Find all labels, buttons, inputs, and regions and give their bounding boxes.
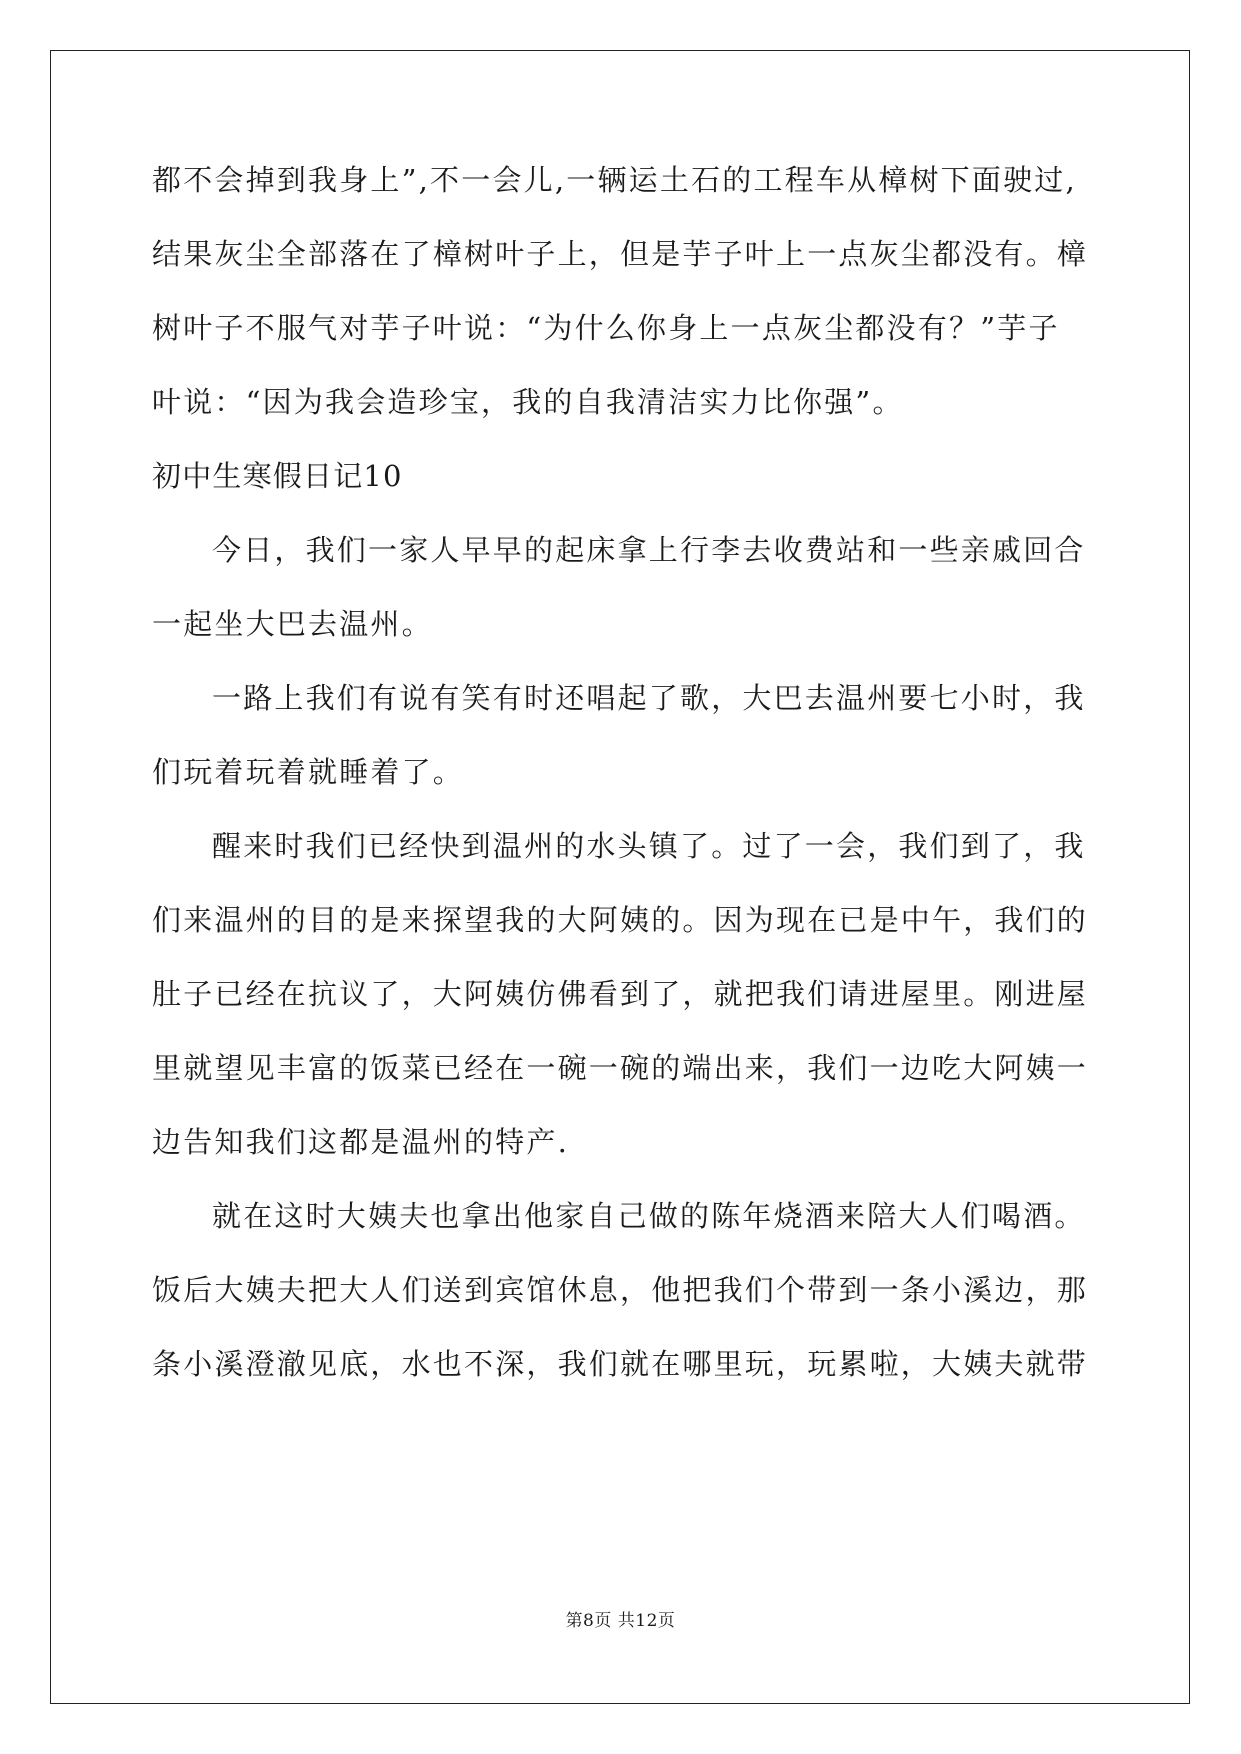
section-heading: 初中生寒假日记10: [152, 459, 403, 493]
paragraph-first-line: 醒来时我们已经快到温州的水头镇了。过了一会，我们到了，我: [212, 829, 1086, 863]
page-border: [50, 50, 1190, 1704]
text-line: 树叶子不服气对芋子叶说：“为什么你身上一点灰尘都没有？”芋子: [152, 311, 1060, 345]
text-line: 肚子已经在抗议了，大阿姨仿佛看到了，就把我们请进屋里。刚进屋: [152, 977, 1089, 1011]
text-line: 都不会掉到我身上”,不一会儿,一辆运土石的工程车从樟树下面驶过,: [152, 163, 1077, 197]
text-line: 叶说：“因为我会造珍宝，我的自我清洁实力比你强”。: [152, 385, 904, 419]
text-line: 们来温州的目的是来探望我的大阿姨的。因为现在已是中午，我们的: [152, 903, 1089, 937]
text-line: 一起坐大巴去温州。: [152, 607, 433, 641]
text-line: 饭后大姨夫把大人们送到宾馆休息，他把我们个带到一条小溪边，那: [152, 1273, 1089, 1307]
page-number-footer: 第8页 共12页: [565, 1611, 676, 1631]
paragraph-first-line: 一路上我们有说有笑有时还唱起了歌，大巴去温州要七小时，我: [212, 681, 1086, 715]
text-line: 结果灰尘全部落在了樟树叶子上，但是芋子叶上一点灰尘都没有。樟: [152, 237, 1089, 271]
paragraph-first-line: 今日，我们一家人早早的起床拿上行李去收费站和一些亲戚回合: [212, 533, 1086, 567]
text-line: 里就望见丰富的饭菜已经在一碗一碗的端出来，我们一边吃大阿姨一: [152, 1051, 1089, 1085]
text-line: 们玩着玩着就睡着了。: [152, 755, 465, 789]
text-line: 条小溪澄澈见底，水也不深，我们就在哪里玩，玩累啦，大姨夫就带: [152, 1347, 1089, 1381]
text-line: 边告知我们这都是温州的特产.: [152, 1125, 570, 1159]
paragraph-first-line: 就在这时大姨夫也拿出他家自己做的陈年烧酒来陪大人们喝酒。: [212, 1199, 1086, 1233]
